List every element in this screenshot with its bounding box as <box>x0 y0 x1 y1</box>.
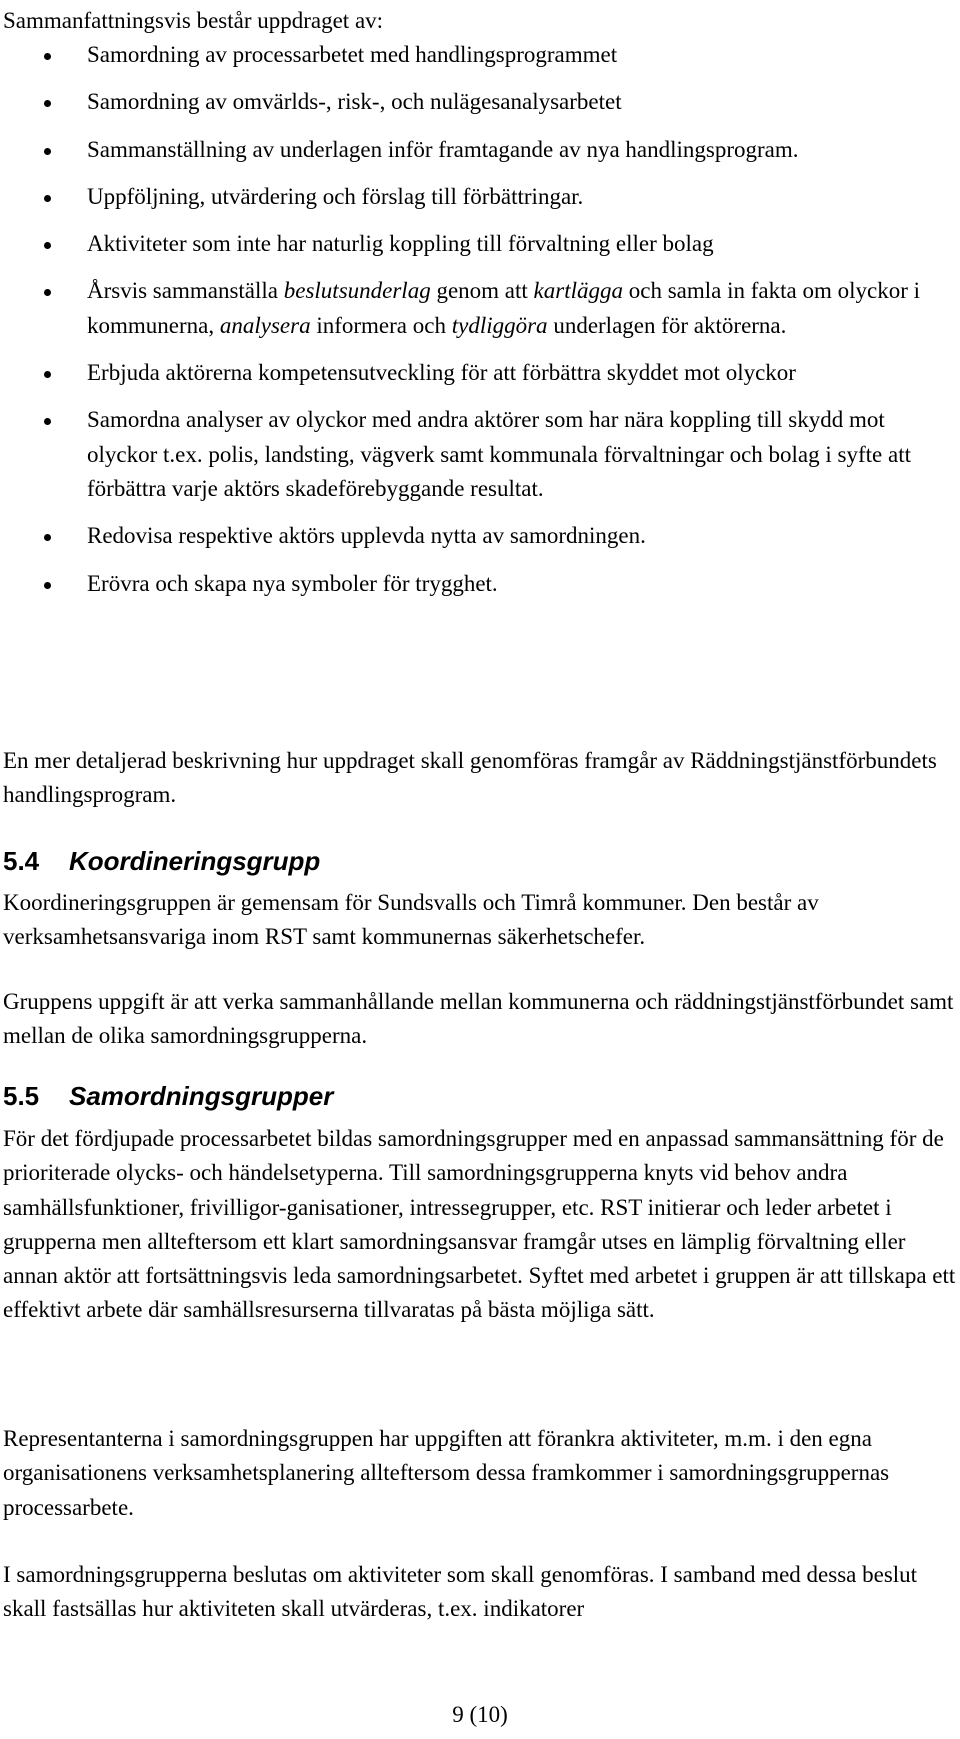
bullet-item <box>0 403 955 506</box>
section-heading-5-4 <box>3 845 320 877</box>
section-title: Samordningsgrupper <box>69 1081 334 1111</box>
bullet-item <box>0 133 955 167</box>
bullet-dot-icon <box>44 582 51 589</box>
bullet-dot-icon <box>44 418 51 425</box>
bullet-text: Sammanställning av underlagen inför framtagande av nya handlingsprogram. <box>87 136 799 162</box>
bullet-dot-icon <box>44 242 51 249</box>
paragraph-samordning-1: För det fördjupade processarbetet bildas samordningsgrupper med en anpassad sammansättning för de prioriterade olycks- och händelsetyperna. Till samordningsgrupperna knyts vid behov andra samhällsfunktioner, frivilligor-ganisationer, intressegrupper, etc. RST initierar och leder arbetet i grupperna men allteftersom ett klart samordningsansvar framgår utses en lämplig förvaltning eller annan aktör att fortsättningsvis leda samordningsarbetet. Syftet med arbetet i gruppen är att tillskapa ett effektivt arbete där samhällsresurserna tillvaratas på bästa möjliga sätt. <box>3 1126 956 1323</box>
paragraph-samordning-2: Representanterna i samordningsgruppen har uppgiften att förankra aktiviteter, m.m. i den egna organisationens verksamhetsplanering allteftersom dessa framkommer i samordningsgruppernas processarbete. <box>3 1426 890 1520</box>
intro-line: Sammanfattningsvis består uppdraget av: <box>3 8 384 33</box>
section-heading-5-5 <box>3 1080 333 1112</box>
bullet-text: underlagen för aktörerna. <box>547 312 787 338</box>
bullet-text: Erbjuda aktörerna kompetensutveckling för att förbättra skyddet mot olyckor <box>87 360 796 386</box>
bullet-text: Samordning av omvärlds-, risk-, och nulägesanalysarbetet <box>87 89 622 115</box>
bullet-text: och samla in fakta om olyckor i kommunerna, <box>87 278 921 338</box>
bullet-item <box>0 38 955 72</box>
bullet-item <box>0 274 955 343</box>
bullet-item <box>0 227 955 261</box>
paragraph-program: En mer detaljerad beskrivning hur uppdraget skall genomföras framgår av Räddningstjänstförbundets handlingsprogram. <box>3 748 937 808</box>
bullet-text: Redovisa respektive aktörs upplevda nytta av samordningen. <box>87 523 646 549</box>
paragraph-koordinering-1: Koordineringsgruppen är gemensam för Sundsvalls och Timrå kommuner. Den består av verksamhetsansvariga inom RST samt kommunernas säkerhetschefer. <box>3 890 819 950</box>
emphasized-term: analysera <box>219 312 311 338</box>
emphasized-term: beslutsunderlag <box>283 278 431 304</box>
emphasized-term: kartlägga <box>533 278 623 304</box>
emphasized-term: tydliggöra <box>451 312 548 338</box>
bullet-text: Aktiviteter som inte har naturlig koppling till förvaltning eller bolag <box>87 231 714 257</box>
bullet-dot-icon <box>44 289 51 296</box>
bullet-dot-icon <box>44 148 51 155</box>
bullet-text: Årsvis sammanställa <box>87 278 284 304</box>
section-number: 5.4 <box>3 846 40 876</box>
section-number: 5.5 <box>3 1081 40 1111</box>
bullet-text: Uppföljning, utvärdering och förslag till förbättringar. <box>87 183 584 209</box>
bullet-text: informera och <box>310 312 452 338</box>
bullet-dot-icon <box>44 534 51 541</box>
bullet-dot-icon <box>44 371 51 378</box>
paragraph-koordinering-2: Gruppens uppgift är att verka sammanhållande mellan kommunerna och räddningstjänstförbundet samt mellan de olika samordningsgrupperna. <box>3 989 954 1049</box>
section-title: Koordineringsgrupp <box>69 846 321 876</box>
bullet-item <box>0 85 955 119</box>
bullet-dot-icon <box>44 53 51 60</box>
paragraph-samordning-3: I samordningsgrupperna beslutas om aktiviteter som skall genomföras. I samband med dessa beslut skall fastsällas hur aktiviteten skall utvärderas, t.ex. indikatorer <box>3 1562 918 1622</box>
page-number: 9 (10) <box>452 1702 508 1727</box>
bullet-text: Samordning av processarbetet med handlingsprogrammet <box>87 42 618 67</box>
bullet-item <box>0 519 955 553</box>
bullet-item <box>0 180 955 214</box>
bullet-text: Erövra och skapa nya symboler för trygghet. <box>87 570 498 596</box>
bullet-text: genom att <box>430 278 534 304</box>
bullet-item <box>0 356 955 390</box>
task-bullet-list <box>0 38 955 614</box>
bullet-dot-icon <box>44 195 51 202</box>
bullet-dot-icon <box>44 100 51 107</box>
bullet-item <box>0 567 955 601</box>
bullet-text: Samordna analyser av olyckor med andra aktörer som har nära koppling till skydd mot olyckor t.ex. polis, landsting, vägverk samt kommunala förvaltningar och bolag i syfte att förbättra varje aktörs skadeförebyggande resultat. <box>87 407 911 501</box>
